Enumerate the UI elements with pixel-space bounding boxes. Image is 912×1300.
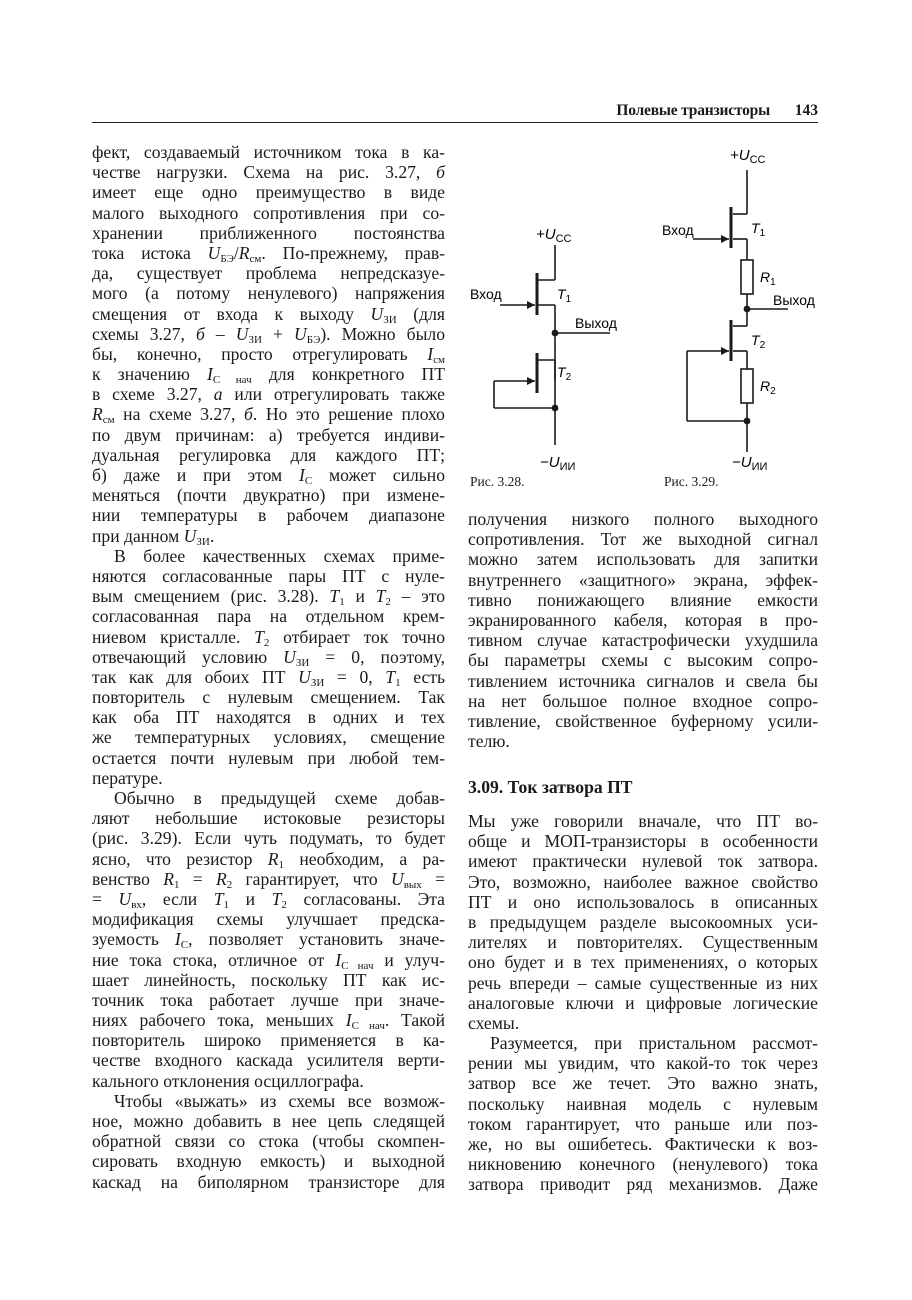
text-line: же температурных условиях, смещение	[92, 727, 445, 748]
right-column-continuation	[468, 509, 818, 751]
text-line: схемы.	[468, 1012, 520, 1033]
supply-pos-label: $+U_{CC}$	[730, 147, 766, 166]
text-line: поскольку наивная модель с нулевым	[468, 1093, 818, 1114]
text-line: В более качественных схемах приме-	[114, 545, 445, 566]
supply-neg-label: $-U_{ИИ}$	[732, 454, 768, 473]
text-line: так как для обоих ПТ $U_{ЗИ} = 0$, $T_1$ есть	[92, 666, 445, 689]
text-line: получения низкого полного выходного	[468, 509, 818, 529]
text-line: затвора приводит ряд механизмов. Даже	[468, 1174, 818, 1195]
t1-label: $T_1$	[751, 220, 766, 239]
text-line: сопротивления. Тот же выходной сигнал	[468, 529, 818, 550]
text-line: шает линейность, поскольку ПТ как ис-	[92, 969, 445, 990]
text-line: няются согласованные пары ПТ с нуле-	[92, 565, 445, 586]
text-line: можно затем использовать для запитки	[468, 549, 818, 570]
left-column-text	[92, 142, 445, 1192]
page-header	[92, 102, 818, 124]
text-line: Чтобы «выжать» из схемы все возмож-	[114, 1090, 445, 1111]
text-line: никновению конечного (ненулевого) тока	[468, 1154, 818, 1175]
input-label: Вход	[470, 286, 502, 302]
text-line: Мы уже говорили вначале, что ПТ во-	[468, 811, 818, 831]
text-line: тока истока $U_{БЭ}/R_{см}$. По-прежнему, прав-	[92, 242, 445, 265]
text-line: телю.	[468, 731, 510, 752]
figure-3-29	[640, 140, 840, 485]
text-line: сировать входную емкость) и выходной	[92, 1151, 445, 1172]
text-line: Это, возможно, наиболее важное свойство	[468, 871, 818, 892]
text-line: тивно понижающего влияние емкости	[468, 589, 818, 610]
text-line: каскад на биполярном транзисторе для	[92, 1171, 445, 1192]
figure-3-28	[460, 215, 640, 485]
text-line: нии температуры в рабочем диапазоне	[92, 505, 445, 526]
text-line: точник тока работает лучше при значе-	[92, 989, 445, 1010]
text-line: повторитель с нулевым смещением. Так	[92, 687, 445, 708]
text-line: имеют практически нулевой ток затвора.	[468, 851, 818, 872]
text-line: на нет большое полное входное сопро-	[468, 690, 818, 711]
text-line: хранении приближенного постоянства	[92, 222, 445, 243]
text-line: модификация схемы улучшает предска-	[92, 909, 445, 930]
text-line: внутреннего «защитного» экрана, эффек-	[468, 569, 818, 590]
input-label: Вход	[662, 222, 694, 238]
text-line: ниях рабочего тока, меньших $I_{С нач}$. Такой	[92, 1010, 445, 1033]
text-line: тивлением источника сигналов и свела бы	[468, 670, 818, 691]
text-line: ясно, что резистор $R_1$ необходим, а ра-	[92, 848, 446, 871]
text-line: обще и МОП-транзисторы в особенности	[468, 831, 818, 852]
right-column-section-body	[468, 811, 818, 1195]
text-line: зуемость $I_С$, позволяет установить значе-	[92, 929, 445, 952]
text-line: обратной связи со стока (чтобы скомпен-	[92, 1131, 445, 1152]
text-line: отвечающий условию $U_{ЗИ} = 0$, поэтому,	[92, 646, 445, 669]
text-line: малого выходного сопротивления при со-	[92, 202, 445, 223]
text-line: вым смещением (рис. 3.28). $T_1$ и $T_2$ – это	[92, 586, 446, 609]
text-line: $R_{см}$ на схеме 3.27, б. Но это решение плохо	[92, 404, 445, 427]
text-line: по двум причинам: а) требуется индиви-	[92, 424, 445, 445]
text-line: фект, создаваемый источником тока в ка-	[92, 142, 445, 162]
text-line: экранированного кабеля, которая в про-	[468, 609, 818, 630]
text-line: согласованная пара на отдельном крем-	[92, 606, 445, 627]
circuit-diagram-3-29	[640, 140, 840, 485]
text-line: аналоговые ключи и цифровые логические	[468, 992, 818, 1013]
text-line: честве нагрузки. Схема на рис. 3.27, б	[92, 162, 445, 183]
text-line: б) даже и при этом $I_С$ может сильно	[92, 465, 445, 487]
text-line: бы параметры схемы с высоким сопро-	[468, 650, 818, 671]
section-heading: 3.09. Ток затвора ПТ	[468, 777, 633, 797]
page-number: 143	[794, 102, 818, 119]
r1-label: $R_1$	[760, 269, 776, 288]
text-line: остается почти нулевым при любой тем-	[92, 747, 445, 768]
text-line: тивном случае катастрофически ухудшила	[468, 630, 818, 651]
text-line: ние тока стока, отличное от $I_{С нач}$ и улуч-	[92, 949, 445, 972]
text-line: смещения от входа к выходу $U_{ЗИ}$ (для	[92, 303, 445, 326]
figure-caption-3-29: Рис. 3.29.	[664, 474, 719, 489]
running-title: Полевые транзисторы	[616, 102, 770, 119]
text-line: венство $R_1 = R_2$ гарантирует, что $U_{вых}$ =	[92, 868, 445, 891]
text-line: в предыдущем разделе высокоомных уси-	[468, 911, 818, 932]
text-line: ляют небольшие истоковые резисторы	[92, 808, 445, 829]
text-line: ниевом кристалле. $T_2$ отбирает ток точно	[92, 626, 445, 649]
text-line: кального отклонения осциллографа.	[92, 1070, 364, 1091]
text-line: схемы 3.27, $б - U_{ЗИ} + U_{БЭ}$). Можно было	[92, 323, 445, 346]
text-line: к значению $I_{С нач}$ для конкретного ПТ	[92, 364, 446, 387]
text-line: при данном $U_{ЗИ}$.	[92, 525, 215, 548]
text-line: затвор все же течет. Это важно знать,	[468, 1073, 818, 1094]
text-line: током гарантирует, что раньше или поз-	[468, 1113, 818, 1134]
text-line: Обычно в предыдущей схеме добав-	[114, 788, 445, 808]
text-line: = $U_{вх}$, если $T_1$ и $T_2$ согласованы. Эта	[92, 888, 445, 911]
text-line: же, но вы ошибетесь. Фактически к воз-	[468, 1134, 818, 1154]
text-line: пературе.	[92, 767, 163, 788]
text-line: как оба ПТ находятся в одних и тех	[92, 707, 445, 728]
t2-label: $T_2$	[557, 364, 572, 383]
text-line: ное, можно добавить в нее цепь следящей	[92, 1111, 445, 1131]
text-line: тивление, свойственное буферному усили-	[468, 710, 818, 731]
figure-caption-3-28: Рис. 3.28.	[470, 474, 525, 489]
supply-pos-label: $+U_{CC}$	[536, 226, 572, 245]
output-label: Выход	[773, 292, 815, 308]
text-line: (рис. 3.29). Если чуть подумать, то будет	[92, 828, 445, 849]
circuit-diagram-3-28	[460, 215, 640, 485]
header-rule	[92, 122, 818, 123]
text-line: да, существует проблема непредсказуе-	[92, 263, 445, 284]
t1-label: $T_1$	[557, 286, 572, 305]
text-line: дуальная регулировка для каждого ПТ;	[92, 444, 445, 465]
text-line: имеет еще одно преимущество в виде	[92, 182, 445, 203]
t2-label: $T_2$	[751, 332, 766, 351]
text-line: рении мы увидим, что какой-то ток через	[468, 1053, 818, 1074]
text-line: мого (а потому ненулевого) напряжения	[92, 283, 445, 304]
text-line: Разумеется, при пристальном рассмот-	[490, 1033, 818, 1054]
text-line: оно будет и в тех применениях, о которых	[468, 952, 818, 973]
output-label: Выход	[575, 315, 617, 331]
text-line: повторитель широко применяется в ка-	[92, 1030, 445, 1051]
text-line: честве входного каскада усилителя верти-	[92, 1050, 445, 1071]
text-line: ПТ и оно использовалось в описанных	[468, 891, 818, 912]
r2-label: $R_2$	[760, 378, 776, 397]
text-line: лителях и повторителях. Существенным	[468, 932, 818, 953]
text-line: в схеме 3.27, а или отрегулировать также	[92, 384, 445, 405]
supply-neg-label: $-U_{ИИ}$	[540, 454, 576, 473]
text-line: меняться (почти двукратно) при измене-	[92, 485, 445, 506]
text-line: речь впереди – самые существенные из них	[468, 972, 818, 993]
text-line: бы, конечно, просто отрегулировать $I_{см}$	[92, 343, 445, 366]
